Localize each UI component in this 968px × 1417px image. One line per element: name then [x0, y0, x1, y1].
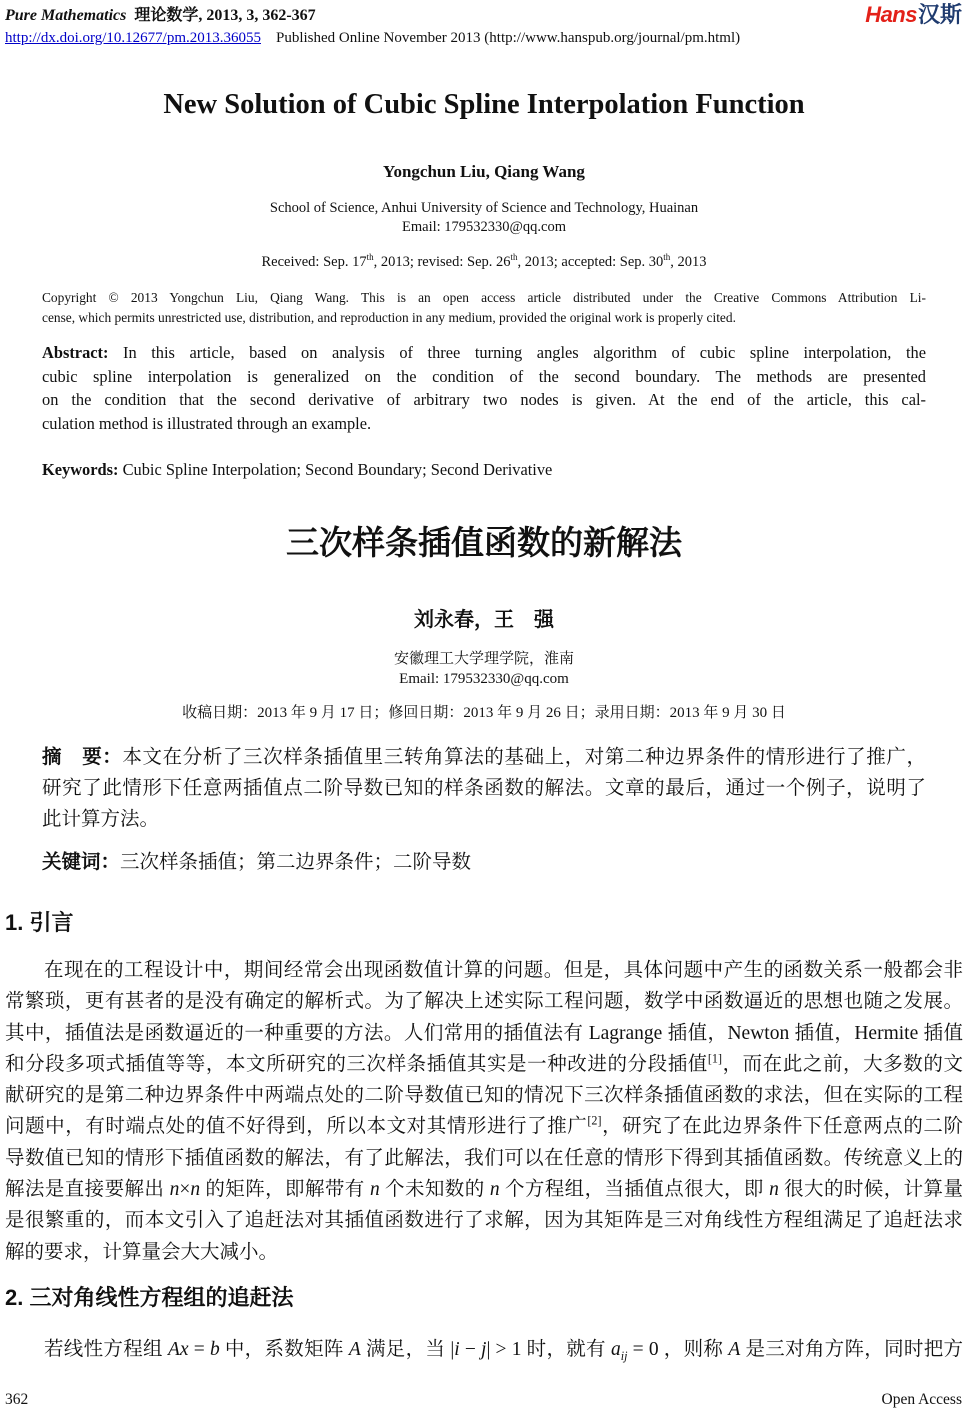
italic-math: n: [769, 1179, 779, 1201]
text-line: 其中，插值法是函数逼近的一种重要的方法。人们常用的插值法有 Lagrange 插值，Newton 插值，Hermite 插值: [5, 1022, 963, 1044]
superscript: [2]: [587, 1113, 602, 1128]
text-line: cense, which permits unrestricted use, distribution, and reproduction in any medium, provided the original work is properly cited.: [42, 309, 736, 325]
doi-link[interactable]: http://dx.doi.org/10.12677/pm.2013.36055: [5, 30, 261, 46]
text-line: Email: 179532330@qq.com: [402, 219, 566, 235]
journal-title-line: [5, 5, 963, 27]
superscript: th: [663, 252, 671, 263]
authors-en: Yongchun Liu, Qiang Wang: [383, 162, 585, 181]
superscript: [1]: [707, 1051, 722, 1066]
keywords-cn: [42, 848, 926, 878]
text-line: on the condition that the second derivative of arbitrary two nodes is given. At the end of the article, this cal-: [42, 390, 926, 409]
italic-math: n: [370, 1179, 380, 1201]
text-line: Copyright © 2013 Yongchun Liu, Qiang Wang. This is an open access article distributed under the Creative Commons Attribution Li-: [42, 290, 926, 305]
italic-math: a: [611, 1338, 621, 1360]
abstract-en: [42, 341, 926, 435]
article-title-en: New Solution of Cubic Spline Interpolation Function: [163, 89, 805, 120]
text-line: Email: 179532330@qq.com: [399, 671, 569, 687]
text-line: 摘 要：本文在分析了三次样条插值里三转角算法的基础上，对第二种边界条件的情形进行了推广，: [42, 747, 926, 768]
text-line: School of Science, Anhui University of Science and Technology, Huainan: [269, 200, 699, 216]
bold-label: 摘 要：: [42, 747, 123, 768]
page-footer: [5, 1390, 962, 1410]
abstract-cn: [42, 742, 926, 835]
keywords-en: [42, 459, 926, 481]
affiliation-cn: [5, 649, 963, 689]
text-line: 和分段多项式插值等等，本文所研究的三次样条插值其实是一种改进的分段插值[1]，而在此之前，大多数的文: [5, 1051, 963, 1075]
bold-italic-text: Pure Mathematics: [5, 7, 127, 24]
text-line: 研究了此情形下任意两插值点二阶导数已知的样条函数的解法。文章的最后，通过一个例子，说明了: [42, 778, 926, 799]
text-line: 解法是直接要解出 n×n 的矩阵，即解带有 n 个未知数的 n 个方程组，当插值点很大，即 n 很大的时候，计算量: [5, 1179, 963, 1201]
italic-math: b: [209, 1338, 220, 1360]
introduction-paragraph: [5, 955, 963, 1268]
page-number: 362: [5, 1391, 29, 1408]
superscript: th: [366, 252, 374, 263]
hans-logo-cjk: 汉斯: [917, 2, 962, 27]
dates-cn: 收稿日期：2013 年 9 月 17 日；修回日期：2013 年 9 月 26 日；录用日期：2013 年 9 月 30 日: [182, 705, 786, 721]
bold-label: 关键词：: [42, 852, 121, 873]
text-line: 安徽理工大学理学院，淮南: [393, 651, 574, 667]
text-line: 常繁琐，更有甚者的是没有确定的解析式。为了解决上述实际工程问题，数学中函数逼近的思想也随之发展。: [5, 991, 963, 1013]
text-line: 导数值已知的情形下插值函数的解法，有了此解法，我们可以在任意的情形下得到其插值函数。传统意义上的: [5, 1147, 963, 1169]
italic-math: A: [348, 1338, 361, 1360]
italic-math: n: [190, 1179, 201, 1201]
italic-math: j: [481, 1338, 487, 1360]
article-title-cn: 三次样条插值函数的新解法: [286, 524, 682, 561]
text-line: 是很繁重的，而本文引入了追赶法对其插值函数进行了求解，因为其矩阵是三对角线性方程组满足了追赶法求: [5, 1210, 963, 1232]
section-heading-introduction: 1. 引言: [5, 910, 74, 935]
italic-math: n: [169, 1179, 180, 1201]
italic-math: A: [728, 1338, 741, 1360]
section-heading-tridiagonal-method: 2. 三对角线性方程组的追赶法: [5, 1284, 294, 1310]
tridiagonal-paragraph: [5, 1334, 963, 1365]
text-line: http://dx.doi.org/10.12677/pm.2013.36055 Published Online November 2013 (http://www.hanspub.org/journal/pm.html): [5, 30, 741, 46]
text-line: [5, 5, 963, 27]
text-line: cubic spline interpolation is generalized on the condition of the second boundary. The methods are presented: [42, 366, 926, 386]
text-line: 献研究的是第二种边界条件中两端点处的二阶导数值已知的情况下三次样条插值函数的求法，但在实际的工程: [5, 1085, 963, 1107]
superscript: th: [510, 252, 518, 263]
doi-published-line: [5, 27, 963, 49]
open-access-label: Open Access: [881, 1391, 962, 1408]
text-line: 关键词：三次样条插值；第二边界条件；二阶导数: [42, 852, 472, 873]
italic-math: Ax: [168, 1338, 189, 1360]
text-line: 问题中，有时端点处的值不好得到，所以本文对其情形进行了推广[2]，研究了在此边界条件下任意两点的二阶: [5, 1113, 963, 1138]
italic-math: i: [454, 1338, 460, 1360]
affiliation-en: [5, 199, 963, 237]
text-line: 若线性方程组 Ax = b 中，系数矩阵 A 满足，当 |i − j| > 1 时，就有 $a_{ij} = 0$ ，则称 A 是三对角方阵，同时把方: [44, 1338, 963, 1363]
authors-cn: 刘永春，王 强: [414, 609, 554, 631]
text-line: 此计算方法。: [42, 809, 160, 830]
text-line: 在现在的工程设计中，期间经常会出现函数值计算的问题。但是，具体问题中产生的函数关系一般都会非: [44, 960, 963, 981]
subscript: ij: [620, 1348, 628, 1363]
journal-header: [0, 0, 968, 49]
bold-label: Keywords:: [42, 460, 119, 479]
text-line: 解的要求，计算量会大大减小。: [5, 1241, 279, 1263]
received-line: [5, 252, 963, 272]
text-line: Abstract: In this article, based on analysis of three turning angles algorithm of cubic spline interpolation, the: [42, 343, 926, 362]
hans-logo-latin: Hans: [865, 2, 917, 27]
text-line: Keywords: Cubic Spline Interpolation; Second Boundary; Second Derivative: [42, 460, 553, 479]
text-line: culation method is illustrated through an example.: [42, 413, 372, 433]
italic-math: n: [489, 1179, 500, 1201]
text-line: Received: Sep. 17th, 2013; revised: Sep. 26th, 2013; accepted: Sep. 30th, 2013: [261, 252, 707, 270]
bold-label: Abstract:: [42, 343, 109, 362]
bold-label: 理论数学, 2013, 3, 362-367: [126, 7, 316, 24]
hans-logo: [865, 3, 962, 27]
copyright-notice: [42, 288, 926, 327]
